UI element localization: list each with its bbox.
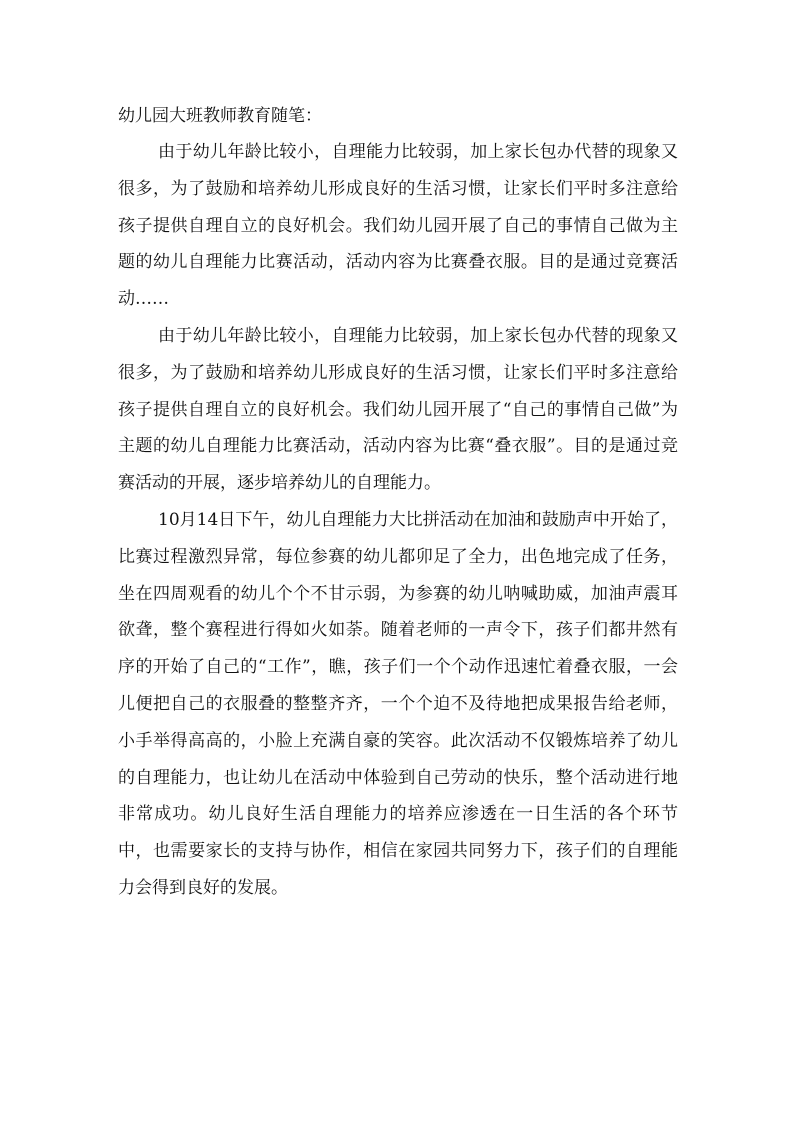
document-body <box>118 98 678 907</box>
document-title: 幼儿园大班教师教育随笔： <box>118 106 322 126</box>
paragraph-2: 由于幼儿年龄比较小，自理能力比较弱，加上家长包办代替的现象又很多，为了鼓励和培养幼儿形成良好的生活习惯，让家长们平时多注意给孩子提供自理自立的良好机会。我们幼儿园开展了“自己的事情自己做”为主题的幼儿自理能力比赛活动，活动内容为比赛“叠衣服”。目的是通过竞赛活动的开展，逐步培养幼儿的自理能力。 <box>118 325 678 494</box>
paragraph-3: 10月14日下午，幼儿自理能力大比拼活动在加油和鼓励声中开始了，比赛过程激烈异常，每位参赛的幼儿都卯足了全力，出色地完成了任务，坐在四周观看的幼儿个个不甘示弱，为参赛的幼儿呐喊助威，加油声震耳欲聋，整个赛程进行得如火如荼。随着老师的一声令下，孩子们都井然有序的开始了自己的“工作”，瞧，孩子们一个个动作迅速忙着叠衣服，一会儿便把自己的衣服叠的整整齐齐，一个个迫不及待地把成果报告给老师，小手举得高高的，小脸上充满自豪的笑容。此次活动不仅锻炼培养了幼儿的自理能力，也让幼儿在活动中体验到自己劳动的快乐，整个活动进行地非常成功。幼儿良好生活自理能力的培养应渗透在一日生活的各个环节中，也需要家长的支持与协作，相信在家园共同努力下，孩子们的自理能力会得到良好的发展。 <box>118 509 678 898</box>
paragraph-1: 由于幼儿年龄比较小，自理能力比较弱，加上家长包办代替的现象又很多，为了鼓励和培养幼儿形成良好的生活习惯，让家长们平时多注意给孩子提供自理自立的良好机会。我们幼儿园开展了自己的事情自己做为主题的幼儿自理能力比赛活动，活动内容为比赛叠衣服。目的是通过竞赛活动…… <box>118 142 678 310</box>
